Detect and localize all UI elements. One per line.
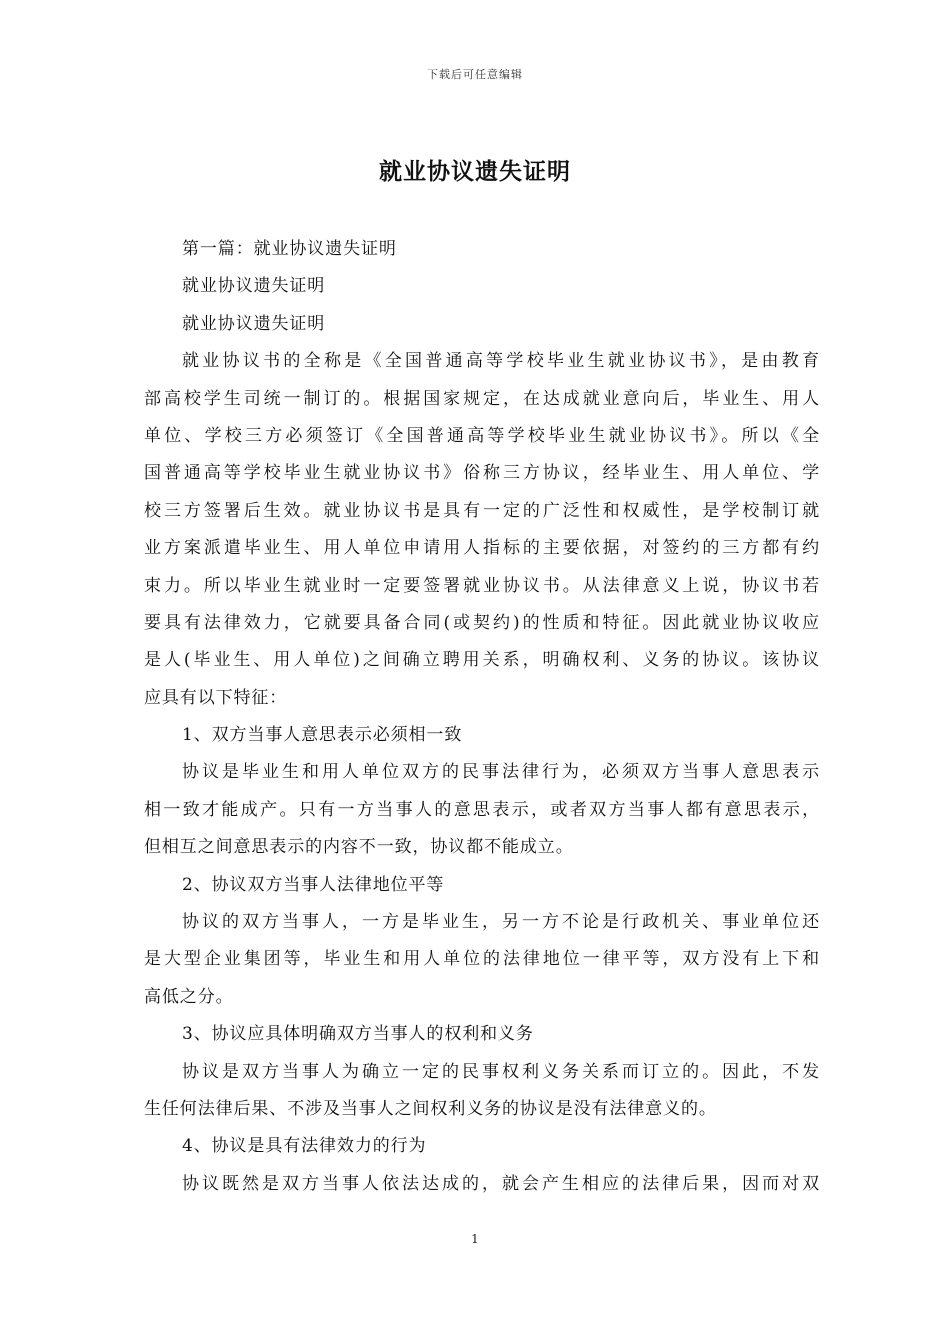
paragraph-line: 国普通高等学校毕业生就业协议书》俗称三方协议，经毕业生、用人单位、学: [144, 463, 820, 484]
header-note: 下载后可任意编辑: [427, 68, 523, 81]
paragraph-line: 协议是毕业生和用人单位双方的民事法律行为，必须双方当事人意思表示: [182, 762, 820, 783]
paragraph-line: 但相互之间意思表示的内容不一致，协议都不能成立。: [144, 837, 574, 858]
list-heading: 4、协议是具有法律效力的行为: [182, 1136, 427, 1157]
document-title: 就业协议遗失证明: [379, 158, 571, 185]
paragraph-line: 协议既然是双方当事人依法达成的，就会产生相应的法律后果，因而对双: [182, 1173, 820, 1194]
document-body: [144, 231, 820, 1203]
paragraph-line: 就业协议书的全称是《全国普通高等学校毕业生就业协议书》，是由教育: [182, 351, 820, 372]
paragraph-line: 协议的双方当事人，一方是毕业生，另一方不论是行政机关、事业单位还: [182, 912, 820, 933]
list-heading: 3、协议应具体明确双方当事人的权利和义务: [182, 1024, 534, 1045]
subtitle-line: 就业协议遗失证明: [182, 313, 326, 334]
paragraph-line: 校三方签署后生效。就业协议书是具有一定的广泛性和权威性，是学校制订就: [144, 500, 820, 521]
list-heading: 1、双方当事人意思表示必须相一致: [182, 725, 463, 746]
paragraph-line: 业方案派遣毕业生、用人单位申请用人指标的主要依据，对签约的三方都有约: [144, 538, 820, 559]
paragraph-line: 协议是双方当事人为确立一定的民事权利义务关系而订立的。因此，不发: [182, 1061, 820, 1082]
paragraph-line: 要具有法律效力，它就要具备合同(或契约)的性质和特征。因此就业协议收应: [144, 612, 820, 633]
paragraph-line: 相一致才能成产。只有一方当事人的意思表示，或者双方当事人都有意思表示，: [144, 799, 820, 820]
paragraph-line: 是大型企业集团等，毕业生和用人单位的法律地位一律平等，双方没有上下和: [144, 949, 820, 970]
list-heading: 2、协议双方当事人法律地位平等: [182, 874, 445, 895]
subtitle-line: 就业协议遗失证明: [182, 276, 326, 297]
paragraph-line: 应具有以下特征：: [144, 687, 288, 708]
paragraph-line: 部高校学生司统一制订的。根据国家规定，在达成就业意向后，毕业生、用人: [144, 388, 820, 409]
paragraph-line: 生任何法律后果、不涉及当事人之间权利义务的协议是没有法律意义的。: [144, 1098, 717, 1119]
paragraph-line: 束力。所以毕业生就业时一定要签署就业协议书。从法律意义上说，协议书若: [144, 575, 820, 596]
paragraph-line: 单位、学校三方必须签订《全国普通高等学校毕业生就业协议书》。所以《全: [144, 425, 820, 446]
paragraph-line: 高低之分。: [144, 986, 234, 1007]
section-heading: 第一篇：就业协议遗失证明: [182, 239, 397, 259]
paragraph-line: 是人(毕业生、用人单位)之间确立聘用关系，明确权利、义务的协议。该协议: [144, 650, 820, 671]
page-number: 1: [471, 1232, 479, 1246]
